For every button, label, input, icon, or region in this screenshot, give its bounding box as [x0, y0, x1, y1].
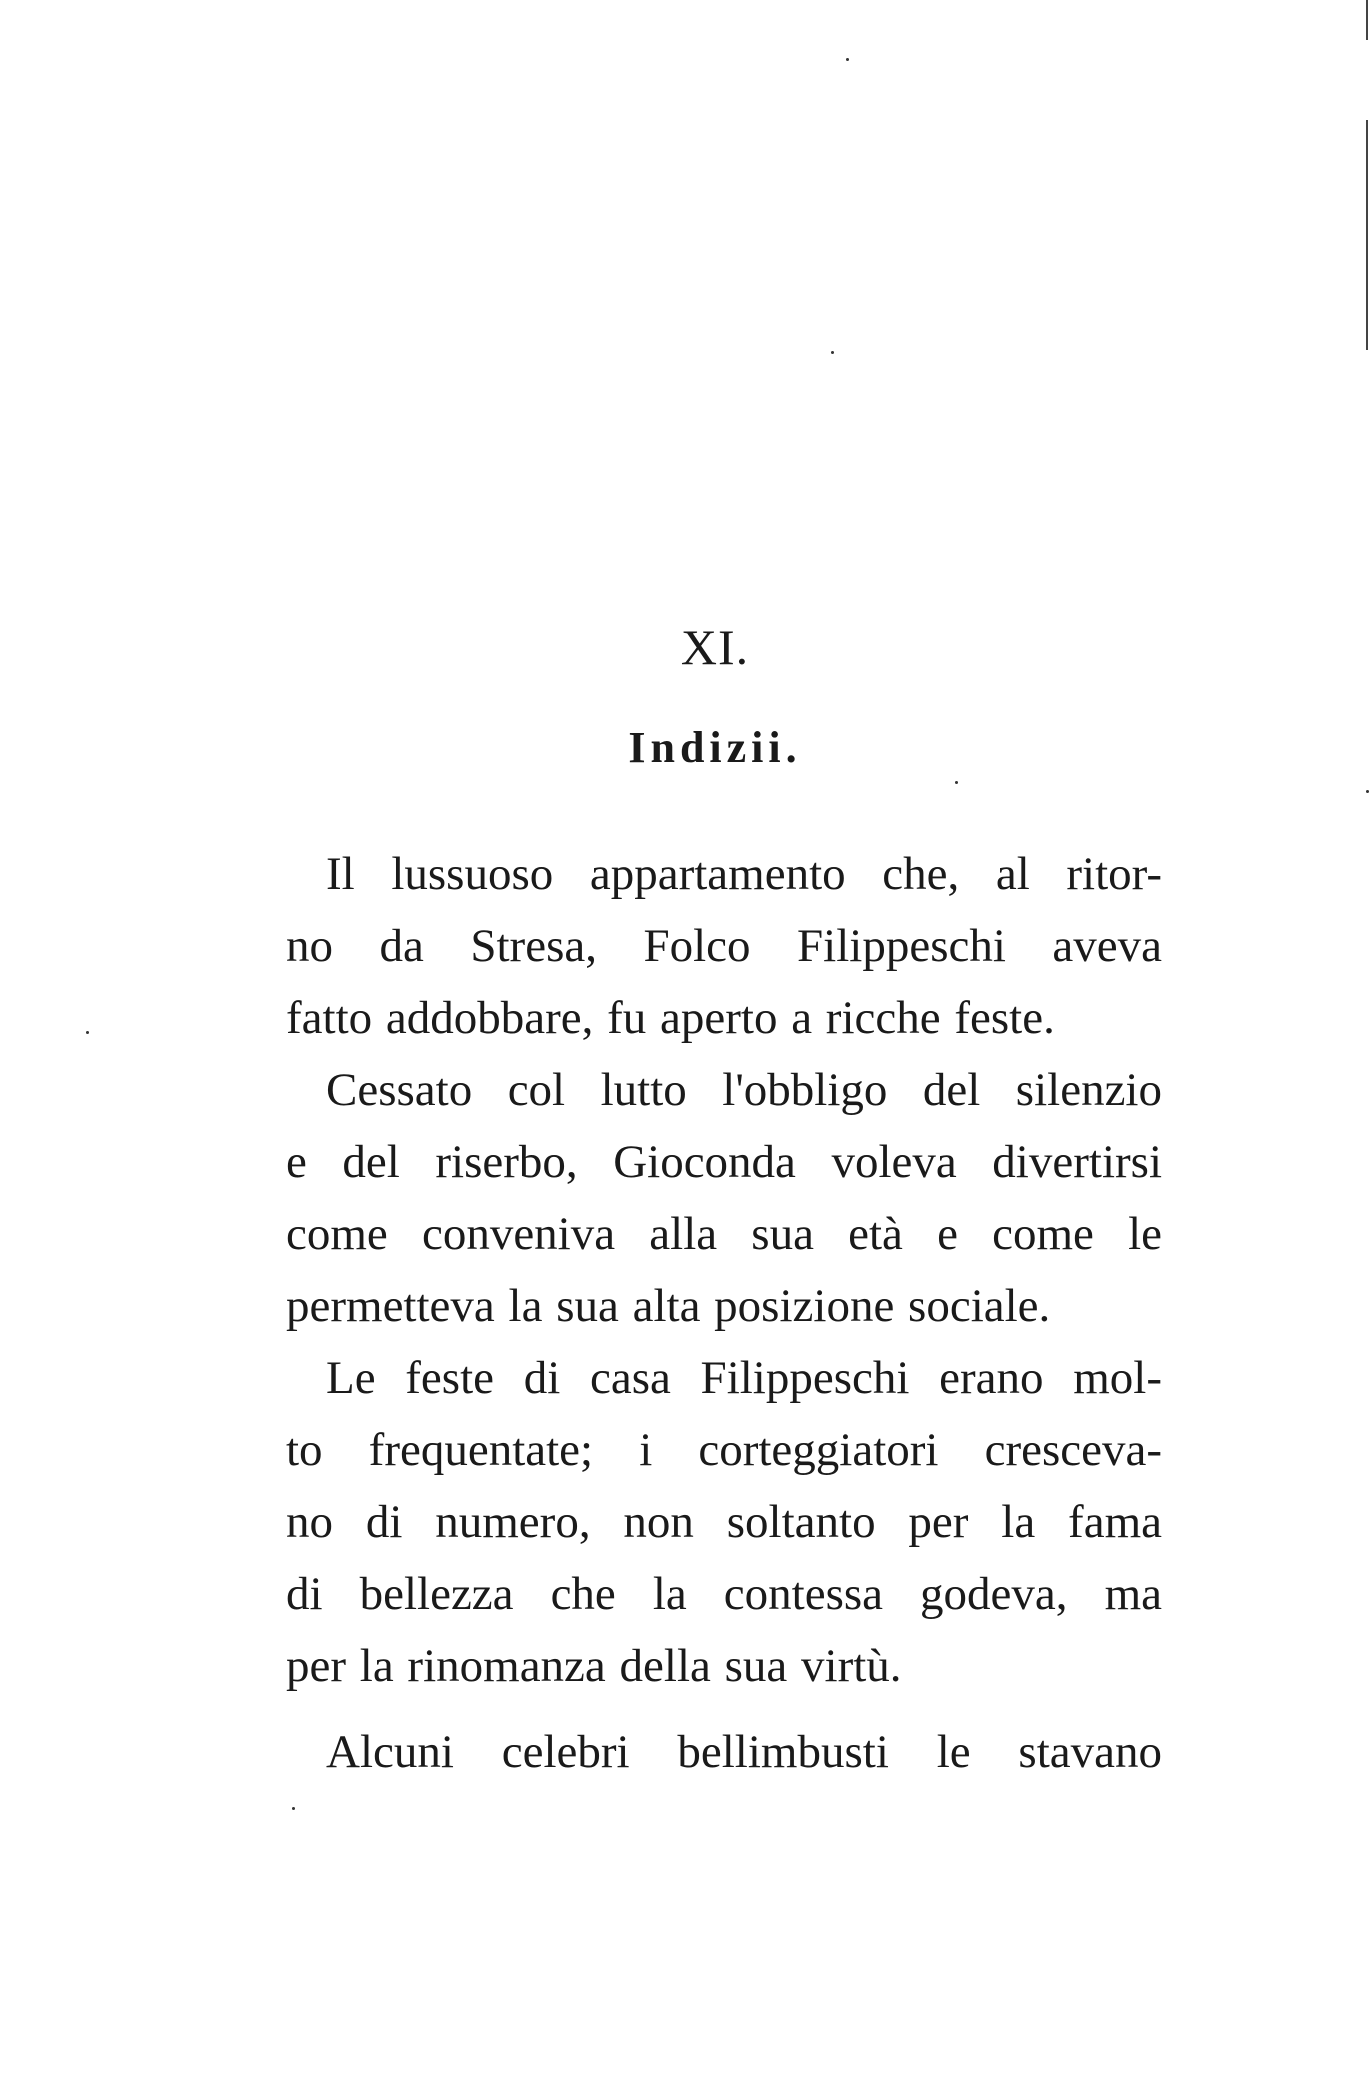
text-line: Cessato col lutto l'obbligo del silenzio — [326, 1064, 1162, 1116]
chapter-number: XI. — [680, 619, 750, 675]
scan-speck — [1366, 790, 1369, 793]
scan-speck — [831, 351, 834, 354]
text-line: to frequentate; i corteggiatori crescevа- — [286, 1424, 1162, 1476]
chapter-title: Indizii. — [628, 723, 802, 772]
scan-edge-mark — [1366, 0, 1368, 40]
text-line: di bellezza che la contessa godeva, ma — [286, 1568, 1162, 1620]
scan-speck — [846, 58, 849, 61]
scan-speck — [955, 781, 958, 784]
text-line: no di numero, non soltanto per la fama — [286, 1496, 1162, 1548]
scan-speck — [292, 1807, 295, 1810]
text-line: Le feste di casa Filippeschi erano mol- — [326, 1352, 1162, 1404]
text-line: permetteva la sua alta posizione sociale. — [286, 1280, 1051, 1332]
scan-edge-mark — [1366, 120, 1368, 350]
text-line: per la rinomanza della sua virtù. — [286, 1640, 902, 1692]
text-line: fatto addobbare, fu aperto a ricche feste. — [286, 992, 1055, 1044]
body-text — [286, 838, 1162, 1788]
text-line: e del riserbo, Gioconda voleva divertirsi — [286, 1136, 1162, 1188]
text-line: Il lussuoso appartamento che, al ritor- — [326, 848, 1162, 900]
text-line: no da Stresa, Folco Filippeschi aveva — [286, 920, 1162, 972]
text-line: come conveniva alla sua età e come le — [286, 1208, 1162, 1260]
text-line: Alcuni celebri bellimbusti le stavano — [326, 1726, 1162, 1778]
scan-speck — [86, 1031, 89, 1034]
paragraph-gap — [286, 1702, 1162, 1716]
